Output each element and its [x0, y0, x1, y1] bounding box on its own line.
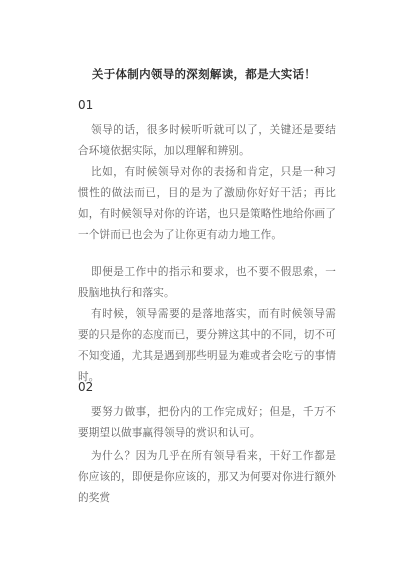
paragraph-text: 比如，有时候领导对你的表扬和肯定，只是一种习惯性的做法而已，目的是为了激励你好好干活；再比如，有时候领导对你的许诺，也只是策略性地给你画了一个饼而已也会为了让你更有动力地工作。 — [78, 166, 336, 241]
document-title: 关于体制内领导的深刻解读，都是大实话！ — [91, 67, 317, 81]
paragraph — [78, 262, 336, 304]
section-heading-01: 01 — [78, 98, 94, 112]
paragraph — [78, 120, 336, 162]
paragraph-text: 即便是工作中的指示和要求，也不要不假思索，一股脑地执行和落实。 — [78, 266, 336, 299]
paragraph — [78, 446, 336, 509]
paragraph-text: 领导的话，很多时候听听就可以了，关键还是要结合环境依据实际，加以理解和辨别。 — [78, 124, 336, 157]
paragraph-text: 有时候，领导需要的是落地落实，而有时候领导需要的只是你的态度而已，要分辨这其中的不同，切不可不知变通，尤其是遇到那些明显为难或者会吃亏的事情时。 — [78, 308, 336, 383]
paragraph-text: 为什么？因为几乎在所有领导看来，干好工作都是你应该的，即便是你应该的，那又为何要对你进行额外的奖赏 — [78, 450, 336, 504]
paragraph — [78, 304, 336, 388]
paragraph — [78, 162, 336, 246]
paragraph — [78, 402, 336, 444]
section-heading-02: 02 — [78, 380, 94, 394]
paragraph-text: 要努力做事，把份内的工作完成好；但是，千万不要期望以做事赢得领导的赏识和认可。 — [78, 406, 336, 439]
